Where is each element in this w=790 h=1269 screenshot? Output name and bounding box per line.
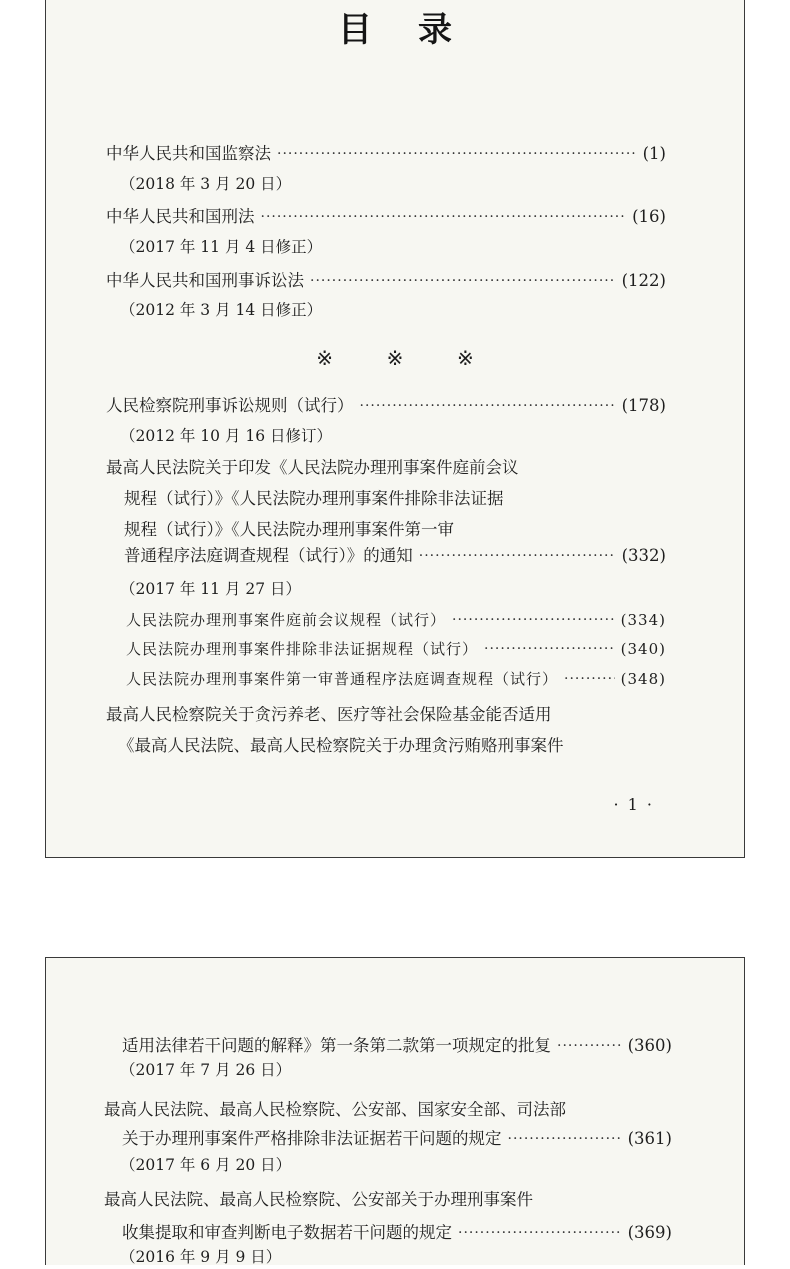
toc-subentry-title: 人民法院办理刑事案件排除非法证据规程（试行） [126,640,479,658]
page-title: 目录 [338,10,498,50]
toc-entry [124,543,666,569]
toc-entry [106,141,666,167]
toc-entry-title: 中华人民共和国刑事诉讼法 [106,271,304,290]
toc-entry [106,204,666,230]
toc-page-number: (178) [621,396,666,415]
toc-page-number: (16) [632,207,666,226]
toc-entry-line: 最高人民检察院关于贪污养老、医疗等社会保险基金能否适用 [106,705,552,724]
leader-dots [261,204,627,230]
toc-entry-title: 收集提取和审查判断电子数据若干问题的规定 [122,1223,452,1242]
toc-subentry [126,666,666,692]
toc-entry-date: （2017 年 6 月 20 日） [120,1156,292,1174]
toc-page-number: (369) [627,1223,672,1242]
toc-entry-date: （2012 年 10 月 16 日修订） [120,427,333,445]
leader-dots [310,268,616,294]
toc-page-number: (334) [620,611,666,629]
toc-entry-date: （2017 年 11 月 27 日） [120,580,302,598]
toc-entry-line: 规程（试行）》《人民法院办理刑事案件排除非法证据 [124,489,504,508]
toc-entry-date: （2016 年 9 月 9 日） [120,1248,282,1266]
toc-entry-line: 最高人民法院关于印发《人民法院办理刑事案件庭前会议 [106,458,519,477]
toc-entry-title: 关于办理刑事案件严格排除非法证据若干问题的规定 [122,1129,502,1148]
leader-dots [564,666,615,692]
leader-dots [452,607,615,633]
toc-entry-title: 适用法律若干问题的解释》第一条第二款第一项规定的批复 [122,1036,551,1055]
toc-page-number: (1) [642,144,666,163]
toc-subentry-title: 人民法院办理刑事案件第一审普通程序法庭调查规程（试行） [126,670,559,688]
toc-entry-title: 人民检察院刑事诉讼规则（试行） [106,396,354,415]
toc-entry [122,1220,672,1246]
toc-entry-line: 最高人民法院、最高人民检察院、公安部关于办理刑事案件 [104,1190,533,1209]
toc-entry [106,393,666,419]
toc-page-number: (361) [627,1129,672,1148]
page-folio: · 1 · [613,795,654,814]
separator-mark: ※ [316,346,334,370]
leader-dots [508,1126,622,1152]
toc-page-number: (360) [627,1036,672,1055]
leader-dots [458,1220,622,1246]
toc-page-number: (122) [621,271,666,290]
toc-subentry [126,607,666,633]
toc-entry-title: 中华人民共和国监察法 [106,144,271,163]
toc-subentry-title: 人民法院办理刑事案件庭前会议规程（试行） [126,611,447,629]
toc-entry-date: （2017 年 7 月 26 日） [120,1061,292,1079]
toc-entry [122,1126,672,1152]
document-page-1 [45,0,745,858]
separator-mark: ※ [456,346,474,370]
leader-dots [360,393,616,419]
toc-entry [106,268,666,294]
toc-entry-date: （2012 年 3 月 14 日修正） [120,301,323,319]
toc-page-number: (340) [620,640,666,658]
toc-entry-line: 《最高人民法院、最高人民检察院关于办理贪污贿赂刑事案件 [118,736,564,755]
toc-subentry [126,636,666,662]
toc-entry-line: 规程（试行）》《人民法院办理刑事案件第一审 [124,520,454,539]
leader-dots [277,141,637,167]
toc-entry-title: 普通程序法庭调查规程（试行）》的通知 [124,546,413,565]
toc-page-number: (332) [621,546,666,565]
leader-dots [484,636,615,662]
toc-entry-date: （2018 年 3 月 20 日） [120,175,292,193]
toc-entry-date: （2017 年 11 月 4 日修正） [120,238,323,256]
section-separator [46,346,744,370]
toc-entry [122,1033,672,1059]
toc-page-number: (348) [620,670,666,688]
document-page-2 [45,957,745,1265]
leader-dots [557,1033,622,1059]
leader-dots [419,543,616,569]
separator-mark: ※ [386,346,404,370]
toc-entry-line: 最高人民法院、最高人民检察院、公安部、国家安全部、司法部 [104,1100,566,1119]
toc-entry-title: 中华人民共和国刑法 [106,207,255,226]
